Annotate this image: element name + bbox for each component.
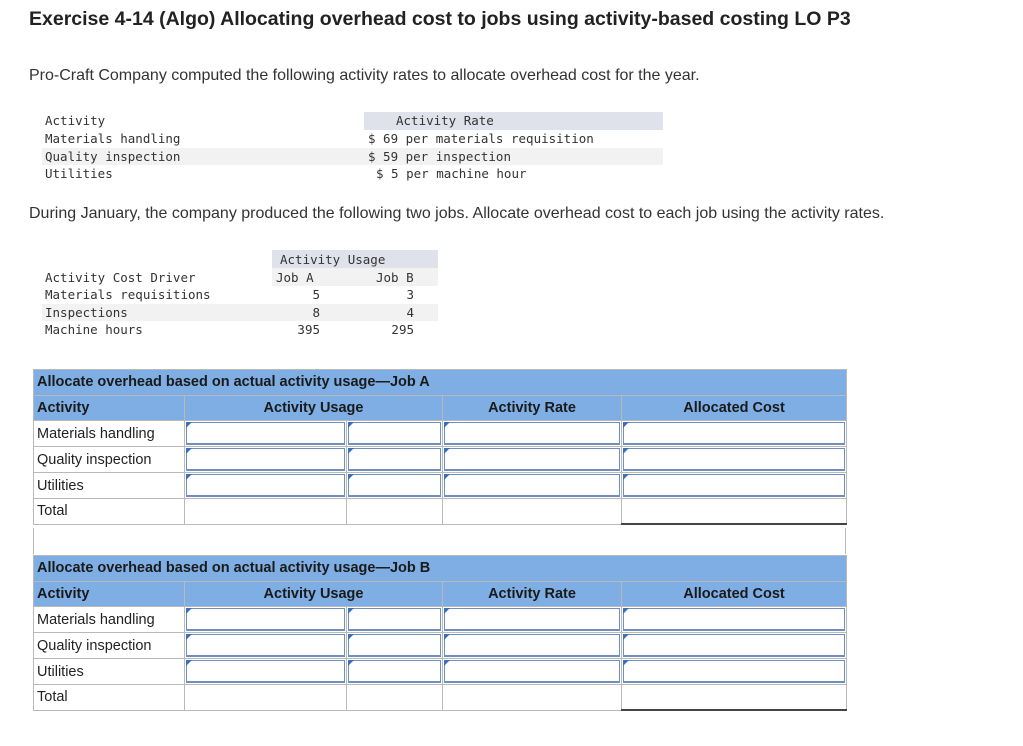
rate-input[interactable] xyxy=(444,608,620,631)
allocated-cost-input[interactable] xyxy=(623,608,845,631)
usage-unit-input[interactable] xyxy=(348,608,441,631)
job-b-caption-row xyxy=(34,556,847,582)
allocated-cost-input[interactable] xyxy=(623,474,845,497)
usage-row-driver: Materials requisitions xyxy=(45,287,211,302)
row-label: Utilities xyxy=(34,473,185,499)
usage-input[interactable] xyxy=(186,422,345,445)
job-a-row-utilities xyxy=(34,473,847,499)
job-b-header-row xyxy=(34,581,847,607)
total-allocated-cost xyxy=(622,685,847,711)
usage-col-job-b: Job B xyxy=(376,269,414,285)
job-a-row-quality-inspection xyxy=(34,447,847,473)
rates-row-activity: Quality inspection xyxy=(45,148,181,164)
usage-input[interactable] xyxy=(186,448,345,471)
usage-input[interactable] xyxy=(186,608,345,631)
rate-input[interactable] xyxy=(444,634,620,657)
total-label: Total xyxy=(34,685,185,711)
job-b-worksheet xyxy=(33,555,847,711)
usage-unit-input[interactable] xyxy=(348,422,441,445)
rate-input[interactable] xyxy=(444,660,620,683)
header-activity-rate: Activity Rate xyxy=(443,395,622,421)
usage-row-driver: Inspections xyxy=(45,304,128,320)
exercise-title: Exercise 4-14 (Algo) Allocating overhead cost to jobs using activity-based costing LO P3 xyxy=(29,8,851,30)
row-label: Quality inspection xyxy=(34,633,185,659)
rate-input[interactable] xyxy=(444,448,620,471)
allocated-cost-input[interactable] xyxy=(623,448,845,471)
job-a-worksheet xyxy=(33,369,847,525)
job-b-row-quality-inspection xyxy=(34,633,847,659)
usage-row-job-a: 8 xyxy=(312,304,320,320)
job-b-row-materials-handling xyxy=(34,607,847,633)
job-a-header-row xyxy=(34,395,847,421)
header-allocated-cost: Allocated Cost xyxy=(622,395,847,421)
usage-col-driver: Activity Cost Driver xyxy=(45,269,196,285)
table-spacer xyxy=(33,528,846,554)
usage-col-job-a: Job A xyxy=(276,269,314,285)
job-a-row-materials-handling xyxy=(34,421,847,447)
intro-text: Pro-Craft Company computed the following activity rates to allocate overhead cost for the year. xyxy=(29,67,700,84)
allocated-cost-input[interactable] xyxy=(623,422,845,445)
row-label: Materials handling xyxy=(34,607,185,633)
usage-unit-input[interactable] xyxy=(348,634,441,657)
job-b-row-utilities xyxy=(34,659,847,685)
rates-col-activity: Activity xyxy=(45,113,106,128)
usage-input[interactable] xyxy=(186,474,345,497)
rates-col-rate: Activity Rate xyxy=(396,113,494,128)
job-a-total-row xyxy=(34,499,847,525)
usage-unit-input[interactable] xyxy=(348,660,441,683)
usage-row-driver: Machine hours xyxy=(45,322,143,338)
allocated-cost-input[interactable] xyxy=(623,660,845,683)
total-label: Total xyxy=(34,499,185,525)
usage-row-job-a: 395 xyxy=(297,322,320,338)
job-b-total-row xyxy=(34,685,847,711)
usage-row-job-a: 5 xyxy=(312,287,320,302)
header-activity-usage: Activity Usage xyxy=(185,581,443,607)
rate-input[interactable] xyxy=(444,422,620,445)
allocated-cost-input[interactable] xyxy=(623,634,845,657)
usage-row-job-b: 4 xyxy=(406,304,414,320)
usage-input[interactable] xyxy=(186,634,345,657)
usage-row-job-b: 295 xyxy=(391,322,414,338)
rates-row-activity: Utilities xyxy=(45,166,113,182)
header-activity: Activity xyxy=(34,395,185,421)
row-label: Quality inspection xyxy=(34,447,185,473)
usage-unit-input[interactable] xyxy=(348,474,441,497)
rate-input[interactable] xyxy=(444,474,620,497)
job-b-caption: Allocate overhead based on actual activity usage—Job B xyxy=(34,556,847,582)
header-activity-rate: Activity Rate xyxy=(443,581,622,607)
usage-row-job-b: 3 xyxy=(406,287,414,302)
job-a-caption-row xyxy=(34,370,847,396)
rates-row-activity: Materials handling xyxy=(45,131,181,146)
header-allocated-cost: Allocated Cost xyxy=(622,581,847,607)
job-a-caption: Allocate overhead based on actual activity usage—Job A xyxy=(34,370,847,396)
row-label: Utilities xyxy=(34,659,185,685)
header-activity: Activity xyxy=(34,581,185,607)
usage-unit-input[interactable] xyxy=(348,448,441,471)
rates-row-rate: $ 69 per materials requisition xyxy=(368,131,594,146)
rates-row-rate: $ 5 per machine hour xyxy=(376,166,527,182)
rates-row-rate: $ 59 per inspection xyxy=(368,148,511,164)
header-activity-usage: Activity Usage xyxy=(185,395,443,421)
row-label: Materials handling xyxy=(34,421,185,447)
usage-input[interactable] xyxy=(186,660,345,683)
january-text: During January, the company produced the following two jobs. Allocate overhead cost to each job using the activity rates. xyxy=(29,205,885,222)
total-allocated-cost xyxy=(622,499,847,525)
usage-group-header: Activity Usage xyxy=(280,252,386,267)
